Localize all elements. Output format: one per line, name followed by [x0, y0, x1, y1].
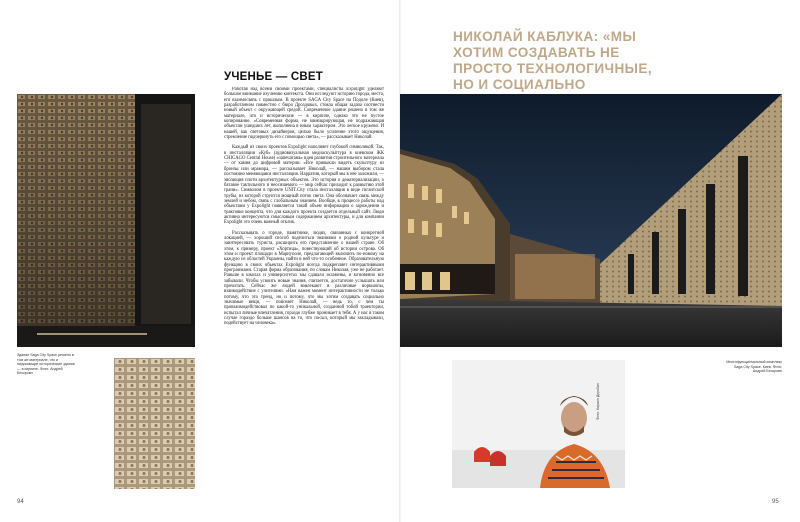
- brick-detail-photo-bottom: [114, 358, 195, 489]
- brick-facade-photo-top: [17, 94, 195, 347]
- body-paragraph-2: Каждый из своих проектов Expolight наполняет глубокой символикой. Так, в инсталляции «Куб» (аудиовизуальная медиаскульптура в киевском ЖК CHICAGO Central House) «запечатана» идея развития строительного материала — от камня до цифровой материи. «Все привыкли видеть скульптуру из бронзы или мрамора, — рассказывает Николай, — нашим выбором стала постоянно меняющаяся инсталляция. Нарратив, который мы в нее заложили, — эволюция плоти архитектурных объектов. Это история о дематериализации, о батавое тактильного и неосязаемого — мир сейчас приходит к размытию этой грани». Символом в проекте UNIT.City стала инсталляция в виде гигантской трубы, из которой струится мощный поток света. Она обозначает связь между землей и небом, связь с глобальным знанием. Вообще, в процессе работы над объектами у Expolight появляется такой объем информации о зарождении и трактовке концепта, что для каждого проекта создается отдельный сайт. Люди активно интересуются смысловым содержанием архитектуры, и для компании Expolight это очень важный отклик.: [224, 145, 384, 226]
- night-street-photo: [400, 94, 782, 347]
- brick-facade-illustration: [17, 94, 195, 347]
- body-paragraph-1: Работая над всеми своими проектами, специалисты Expolight уделяют большое внимание изучению контекста. Они исследуют историю города, места, его взаимосвязь с прошлым. В проекте SAGA City Space на Подоле (Киев), разработанном совместно с бюро Дроздовых, стояла общая задача соотнести новый объект с окружающей средой. Современное здание решено в том же материале, что и исторические — в кирпиче, однако это не пустое копирование. «Современная форма, не мимикрирующая, не подражающая объектам ушедших лет, выполнена в иным характером. Это легкое кружево. И нашей, как световых дизайнеров, целью было усиление этого ощущения, стремление подчеркнуть его с помощью света», — рассказывает Николай.: [224, 87, 384, 141]
- portrait-photo-credit: Фото: Кирилл Дерябин: [596, 383, 600, 420]
- page-number-left: 94: [17, 499, 24, 505]
- portrait-illustration: [452, 360, 625, 488]
- pull-quote: НИКОЛАЙ КАБЛУКА: «МЫ ХОТИМ СОЗДАВАТЬ НЕ ПРОСТО ТЕХНОЛОГИЧНЫЕ, НО И СОЦИАЛЬНО: [453, 29, 653, 92]
- article-headline: УЧЕНЬЕ — СВЕТ: [224, 71, 323, 83]
- page-number-right: 95: [772, 499, 779, 505]
- right-photo-caption: Многофункциональный комплекс Saga City Space. Киев. Фото: Андрей Бескровн: [726, 360, 782, 374]
- portrait-photo: [452, 360, 625, 488]
- article-body: [224, 87, 384, 497]
- night-street-illustration: [400, 94, 782, 347]
- body-paragraph-3: Рассказывать о городе, памятнике, людях, связанных с конкретной локацией, — хороший способ поделиться знаниями о родной культуре и заинтересовать туриста, расширить его представление о нашей стране. Об этом, к примеру, проект «Хортица», повествующий об истории острова. Об этом и проект площади в Мариуполе, предлагающей включить по-новому на каждую из областей Украины, найти в ней что-то особенное. Образовательную функцию в своих объектах Expolight всегда подкрепляет интерактивными программами. Старая форма образования, по словам Николая, уже не работает. Раньше в школах и университетах мы сдавали экзамены, и мгновенно все забывали. Чтобы усвоить новые знания, считается, достаточно услышать или прочитать. Сейчас же людей вовлекают в различные воркшопы, взаимодействие с учителями. «Нам важен момент интерактивности не только потому, что это тренд, но и потому, что мы хотим создавать социально значимые вещи, — поясняет Николай, — ведь то, с чем ты провзаимодействовал по какой-то уникальной, созданной тобой траектории, испытал личные впечатления, гораздо глубже проникает в тебя. А у нас в таком случае гораздо больше шансов на то, что посыл, который мы закладывали, подействует на человека».: [224, 230, 384, 327]
- brick-texture-illustration: [114, 358, 195, 489]
- left-photo-caption: Здание Saga City Space решено в том же материале, что и окружающие исторические здания — в кирпиче. Фото: Андрей Бескровн: [17, 353, 75, 376]
